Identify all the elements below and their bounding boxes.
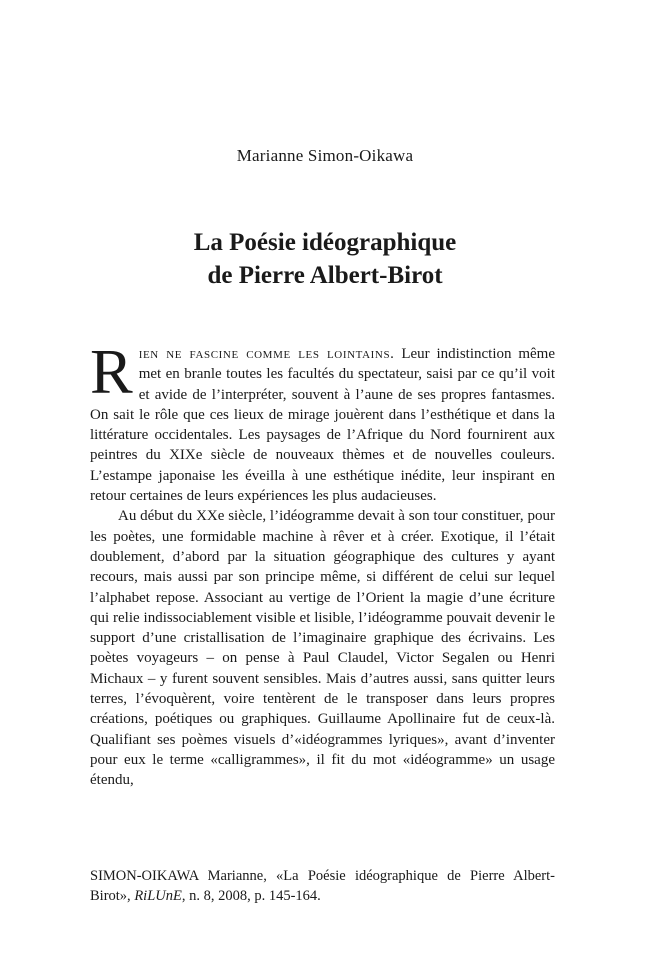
- article-title: [0, 226, 650, 292]
- citation-end: , n. 8, 2008, p. 145-164.: [181, 888, 321, 904]
- title-line-2: de Pierre Albert-Birot: [207, 262, 443, 289]
- author-name: Marianne Simon-Oikawa: [236, 146, 414, 165]
- paragraph-2: Au début du XXe siècle, l’idéogramme devait à son tour constituer, pour les poètes, une formidable machine à rêver et à créer. Exotique, il l’était doublement, d’abord par la situation géographique des cultures y ayant recours, mais aussi par son principe même, si différent de celui sur lequel l’alphabet repose. Associant au vertige de l’Orient la magie d’une écriture qui relie indissociablement visible et lisible, l’idéogramme pouvait devenir le support d’une cristallisation de l’imaginaire graphique des écrivains. Les poètes voyageurs – on pense à Paul Claudel, Victor Segalen ou Henri Michaux – y furent souvent sensibles. Mais d’autres aussi, sans quitter leurs terres, l’évoquèrent, voire tentèrent de le transposer dans leurs propres créations, poétiques ou graphiques. Guillaume Apollinaire fut de ceux-là. Qualifiant ses poèmes visuels d’«idéogrammes lyriques», avant d’inventer pour eux le terme «calligrammes», il fit du mot «idéogramme» un usage étendu,: [90, 508, 555, 789]
- journal-name: RiLUnE: [134, 888, 182, 904]
- article-body: [90, 336, 555, 791]
- drop-cap: R: [90, 336, 133, 407]
- citation-footer: [90, 866, 555, 906]
- paragraph-1-text: Leur indistinction même met en branle toutes les facultés du spectateur, saisi par ce qu’il voit et avide de l’interpréter, souvent à l’aune de ses propres fantasmes. On sait le rôle que ces lieux de mirage jouèrent dans l’esthétique et dans la littérature occidentales. Les paysages de l’Afrique du Nord fournirent aux peintres du XIXe siècle de nouveaux thèmes et de nouvelles couleurs. L’estampe japonaise les éveilla à une esthétique inédite, leur inspirant en retour certaines de leurs expériences les plus audacieuses.: [90, 346, 555, 505]
- opening-small-caps: ien ne fascine comme les lointains.: [138, 346, 395, 362]
- citation-start: SIMON-OIKAWA Marianne, «La Poésie idéographique de Pierre Albert-Birot»,: [90, 868, 555, 904]
- title-line-1: La Poésie idéographique: [193, 229, 457, 256]
- paragraph-1: [90, 336, 555, 506]
